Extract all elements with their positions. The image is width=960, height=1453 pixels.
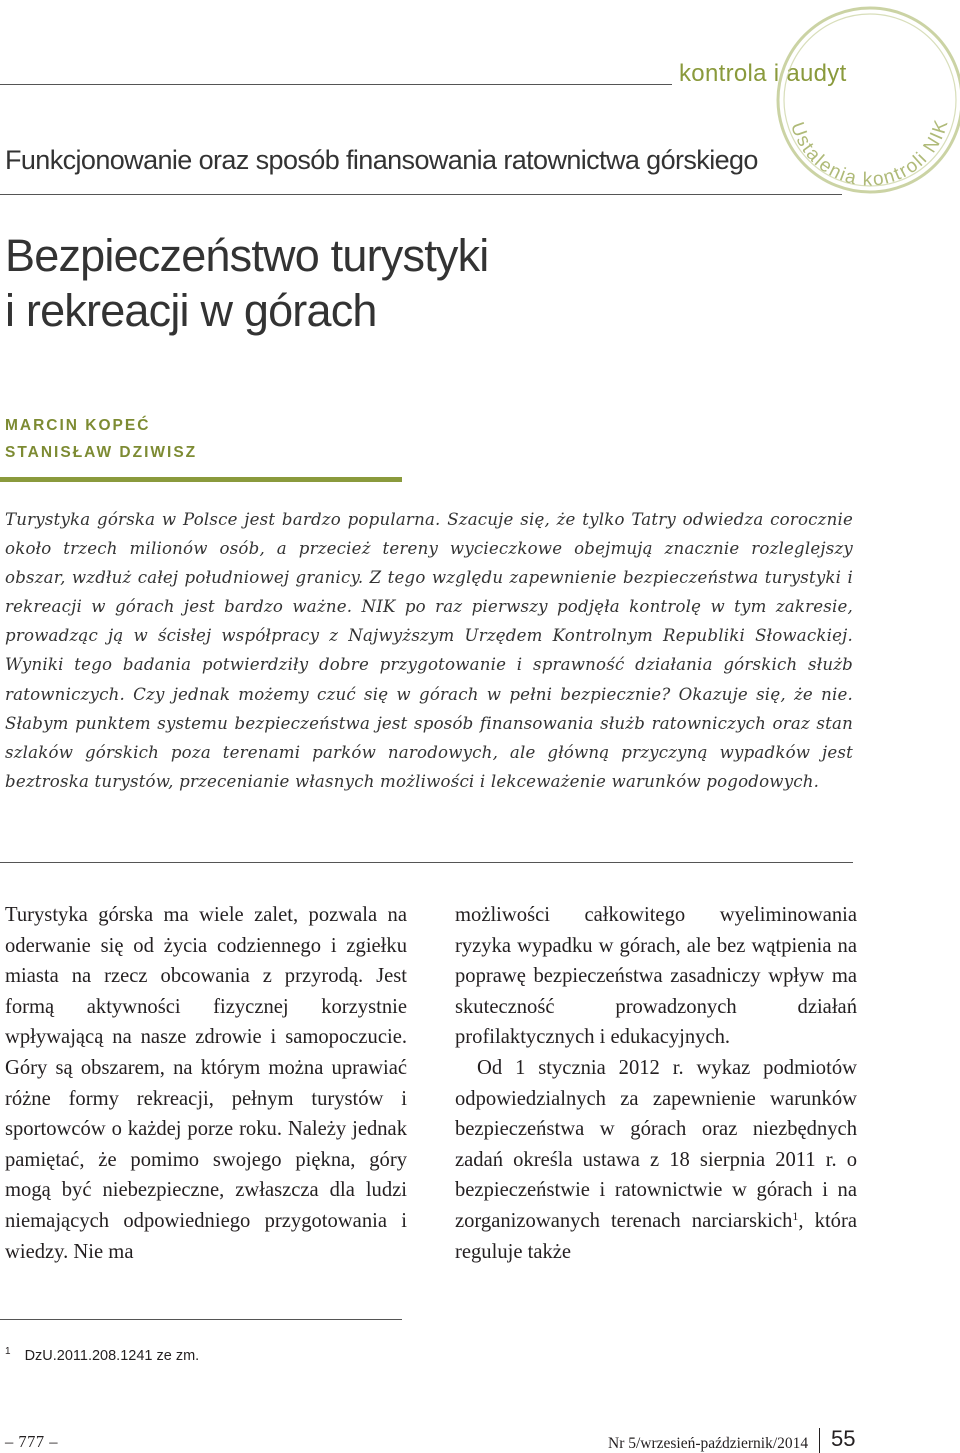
issue-info: Nr 5/wrzesień-październik/2014 (608, 1435, 809, 1452)
footnote (5, 1346, 199, 1364)
article-lead: Turystyka górska w Polsce jest bardzo popularna. Szacuje się, że tylko Tatry odwiedza corocznie około trzech milionów osób, a przecież tereny wycieczkowe obejmują znacznie rozleglejszy obszar, wzdłuż całej południowej granicy. Z tego względu zapewnienie bezpieczeństwa turystyki i rekreacji w górach jest bardzo ważne. NIK po raz pierwszy podjęła kontrolę w tym zakresie, prowadząc ją w ścisłej współpracy z Najwyższym Urzędem Kontrolnym Republiki Słowackiej. Wyniki tego badania potwierdziły dobre przygotowanie i sprawność działania górskich służb ratowniczych. Czy jednak możemy czuć się w górach w pełni bezpiecznie? Okazuje się, że nie. Słabym punktem systemu bezpieczeństwa jest sposób finansowania służb ratowniczych oraz stan szlaków górskich poza terenami parków narodowych, ale główną przyczyną wypadków jest beztroska turystów, przecenianie własnych możliwości i lekceważenie warunków pogodowych. (5, 510, 853, 791)
title-line-2: i rekreacji w górach (5, 285, 377, 336)
series-rule (0, 194, 842, 195)
body-paragraph: Turystyka górska ma wiele zalet, pozwala na oderwanie się od życia codziennego i zgiełku miasta na rzecz obcowania z przyrodą. Jest formą aktywności fizycznej korzystnie wpływającą na nasze zdrowie i samopoczucie. Góry są obszarem, na którym można uprawiać różne formy rekreacji, pełnym turystów i sportowców o każdej porze roku. Należy jednak pamiętać, że pomimo swojego piękna, góry mogą być niebezpieczne, zwłaszcza dla ludzi niemających odpowiedniego przygotowania i wiedzy. Nie ma (5, 904, 407, 1263)
author-name: STANISŁAW DZIWISZ (5, 444, 198, 461)
nik-stamp (770, 0, 960, 200)
author-name: MARCIN KOPEĆ (5, 417, 151, 434)
header-rule (0, 84, 672, 85)
page-number: 55 (831, 1426, 856, 1451)
paragraph-text: Od 1 stycznia 2012 r. wykaz podmiotów odpowiedzialnych za zapewnienie warunków bezpieczeństwa w górach oraz niezbędnych zadań określa ustawa z 18 sierpnia 2011 r. o bezpieczeństwie i ratownictwie w górach i na zorganizowanych terenach narciarskich (455, 1056, 857, 1232)
body-column-right (455, 900, 857, 1267)
svg-text:Ustalenia kontroli NIK (786, 117, 953, 191)
footnote-number: 1 (5, 1346, 11, 1357)
lead-rule (0, 862, 853, 863)
paragraph-text: , która reguluje także (455, 1209, 857, 1263)
series-title: Funkcjonowanie oraz sposób finansowania ratownictwa górskiego (5, 145, 758, 175)
footnote-text: DzU.2011.208.1241 ze zm. (24, 1348, 200, 1364)
footnote-ref[interactable]: 1 (792, 1208, 799, 1223)
body-paragraph (455, 1053, 857, 1267)
running-page-number: – 777 – (5, 1432, 58, 1451)
accent-bar (0, 477, 402, 482)
footnote-rule (0, 1319, 402, 1320)
footer-separator (819, 1428, 820, 1453)
section-label: kontrola i audyt (679, 60, 847, 87)
body-column-left (5, 900, 407, 1267)
title-line-1: Bezpieczeństwo turystyki (5, 230, 489, 281)
body-paragraph: możliwości całkowitego wyeliminowania ryzyka wypadku w górach, ale bez wątpienia na poprawę bezpieczeństwa zasadniczy wpływ ma skuteczność prowadzonych działań profilaktycznych i edukacyjnych. (455, 904, 857, 1049)
stamp-text: Ustalenia kontroli NIK (786, 116, 953, 191)
article-title (5, 228, 489, 338)
